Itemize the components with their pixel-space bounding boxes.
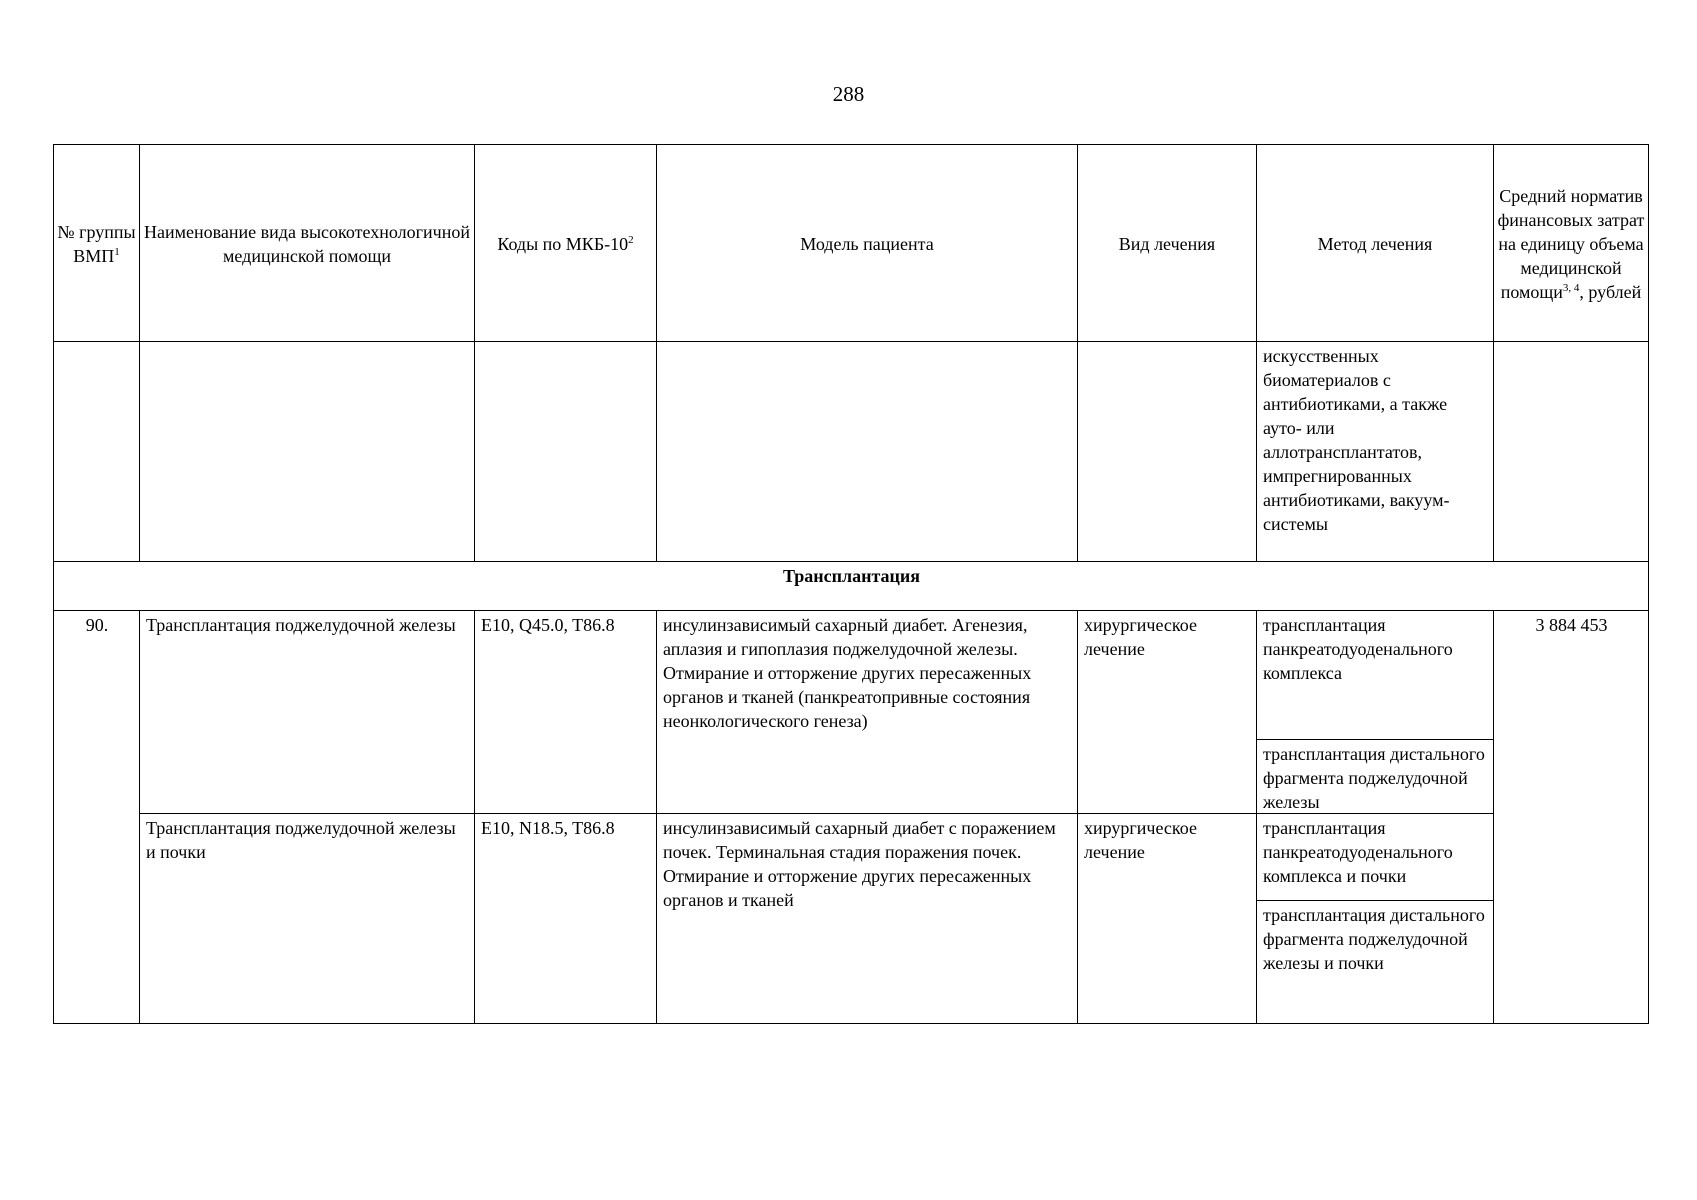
continuation-method: искусственных биоматериалов с антибиотиками, а также ауто- или аллотрансплантатов, импрегнированных антибиотиками, вакуум-системы [1257,342,1494,562]
continuation-row [54,342,1649,562]
patient-model: инсулинзависимый сахарный диабет с поражением почек. Терминальная стадия поражения почек. Отмирание и отторжение других пересаженных органов и тканей [657,814,1078,1024]
icd-codes: E10, Q45.0, T86.8 [475,611,657,814]
table-cell [1494,342,1649,562]
header-care-type: Наименование вида высокотехнологичной медицинской помощи [140,145,475,342]
header-group-number: № группы ВМП$^1$ [54,145,140,342]
section-title: Трансплантация [54,562,1649,611]
treatment-method: трансплантация дистального фрагмента поджелудочной железы [1257,739,1493,813]
header-treatment-method: Метод лечения [1257,145,1494,342]
average-cost: 3 884 453 [1494,611,1649,1024]
care-type-name: Трансплантация поджелудочной железы и почки [140,814,475,1024]
treatment-type: хирургическое лечение [1078,814,1257,1024]
treatment-method: трансплантация панкреатодуоденального комплекса и почки [1263,818,1453,886]
header-treatment-type: Вид лечения [1078,145,1257,342]
care-type-name: Трансплантация поджелудочной железы [140,611,475,814]
page-number: 288 [832,82,865,106]
treatment-method: трансплантация панкреатодуоденального комплекса [1263,615,1453,683]
treatment-type: хирургическое лечение [1078,611,1257,814]
table-row [54,611,1649,814]
header-icd-codes: Коды по МКБ-$10^2$ [475,145,657,342]
table-cell [1078,342,1257,562]
group-number: 90. [54,611,140,1024]
table-cell [54,342,140,562]
treatment-method: трансплантация дистального фрагмента поджелудочной железы и почки [1257,900,1493,1023]
vmp-table [53,144,1649,1024]
header-patient-model: Модель пациента [657,145,1078,342]
table-cell [140,342,475,562]
table-cell [657,342,1078,562]
treatment-methods [1257,611,1494,814]
patient-model: инсулинзависимый сахарный диабет. Агенезия, аплазия и гипоплазия поджелудочной железы. Отмирание и отторжение других пересаженных органов и тканей (панкреатопривные состояния неонкологического генеза) [657,611,1078,814]
table-header-row [54,145,1649,342]
table-cell [475,342,657,562]
header-average-cost: Средний норматив финансовых затрат на единицу объема медицинской помощи$^{3, 4}$, рублей [1494,145,1649,342]
section-row [54,562,1649,611]
icd-codes: E10, N18.5, T86.8 [475,814,657,1024]
treatment-methods [1257,814,1494,1024]
table-row [54,814,1649,1024]
